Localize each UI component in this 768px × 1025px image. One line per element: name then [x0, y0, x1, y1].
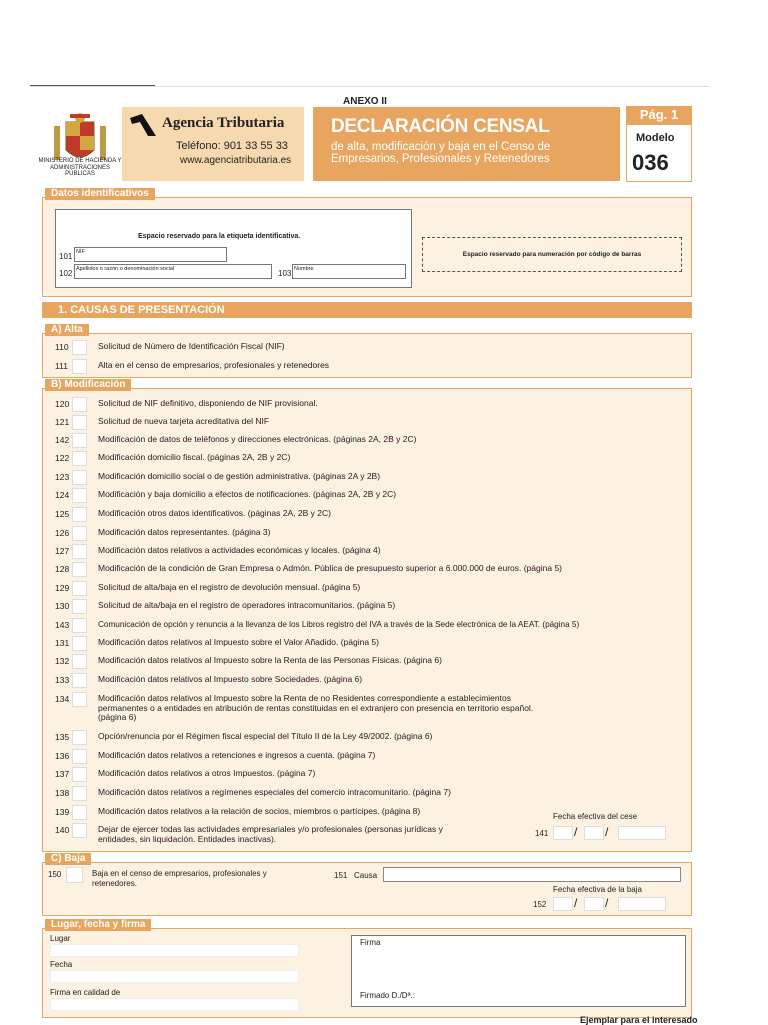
agency-phone: Teléfono: 901 33 55 33 [176, 140, 288, 152]
row-code: 132 [55, 656, 70, 666]
baja-text: Baja en el censo de empresarios, profesionales y retenedores. [92, 869, 267, 888]
name-field-label: Nombre [294, 266, 314, 272]
date-separator: / [605, 825, 609, 839]
checkbox-138[interactable] [72, 786, 87, 801]
row-code: 122 [55, 453, 70, 463]
field-101-number: 101 [59, 252, 73, 261]
row-code: 142 [55, 435, 70, 445]
checkbox-128[interactable] [72, 562, 87, 577]
row-text: Modificación datos relativos al Impuesto sobre Sociedades. (página 6) [98, 674, 363, 684]
row-code: 127 [55, 546, 70, 556]
page-number: Pág. 1 [626, 106, 692, 124]
row-text: Modificación datos representantes. (página 3) [98, 527, 271, 537]
checkbox-132[interactable] [72, 654, 87, 669]
date-separator: / [574, 825, 578, 839]
calidad-field[interactable] [50, 998, 299, 1011]
row-text: Modificación datos relativos a actividades económicas y locales. (página 4) [98, 545, 381, 555]
baja-tab: C) Baja [45, 853, 91, 865]
checkbox-137[interactable] [72, 767, 87, 782]
firma-label: Firma [360, 938, 381, 947]
checkbox-124[interactable] [72, 488, 87, 503]
row-code: 130 [55, 601, 70, 611]
row-code: 133 [55, 675, 70, 685]
row-code: 111 [55, 361, 68, 371]
row-text: Solicitud de nueva tarjeta acreditativa del NIF [98, 416, 270, 426]
anexo-label: ANEXO II [343, 96, 387, 107]
checkbox-126[interactable] [72, 526, 87, 541]
checkbox-131[interactable] [72, 636, 87, 651]
footer-copy-label: Ejemplar para el interesado [580, 1015, 698, 1025]
agency-web: www.agenciatributaria.es [180, 155, 292, 166]
date-separator: / [574, 896, 578, 910]
alta-tab: A) Alta [45, 324, 89, 336]
checkbox-135[interactable] [72, 730, 87, 745]
field-102-number: 102 [59, 269, 73, 278]
modelo-number: 036 [632, 150, 669, 175]
row-code: 120 [55, 399, 70, 409]
row-text: Modificación datos relativos al Impuesto sobre la Renta de las Personas Físicas. (página 6) [98, 655, 442, 665]
row-text: Solicitud de Número de Identificación Fiscal (NIF) [98, 341, 285, 351]
row-text: Modificación de datos de teléfonos y direcciones electrónicas. (páginas 2A, 2B y 2C) [98, 434, 417, 444]
row-text: Modificación domicilio social o de gestión administrativa. (páginas 2A y 2B) [98, 471, 381, 481]
row-text: Modificación datos relativos a retenciones e ingresos a cuenta. (página 7) [98, 750, 376, 760]
row-code: 139 [55, 807, 70, 817]
label-reserved-text: Espacio reservado para la etiqueta identificativa. [138, 233, 301, 240]
field-103-number: 103 [278, 269, 292, 278]
row-code: 123 [55, 472, 70, 482]
row-code: 136 [55, 751, 70, 761]
checkbox-111[interactable] [72, 359, 87, 374]
lugar-label: Lugar [50, 934, 71, 943]
row-text: Modificación datos relativos a regímenes especiales del comercio intracomunitario. (página 7) [98, 787, 451, 797]
checkbox-125[interactable] [72, 507, 87, 522]
row-code: 140 [55, 825, 70, 835]
row-code: 131 [55, 638, 70, 648]
row-code: 137 [55, 769, 70, 779]
checkbox-130[interactable] [72, 599, 87, 614]
firma-tab: Lugar, fecha y firma [45, 919, 151, 931]
surname-field-label: Apellidos o razón o denominación social [76, 266, 175, 272]
row-text: Alta en el censo de empresarios, profesionales y retenedores [98, 360, 330, 370]
form-title: DECLARACIÓN CENSAL [331, 116, 550, 137]
ministry-label: MINISTERIO DE HACIENDA Y ADMINISTRACIONES PÚBLICAS [38, 158, 122, 177]
nif-field[interactable] [74, 247, 227, 262]
checkbox-133[interactable] [72, 673, 87, 688]
agency-logo-icon [128, 112, 158, 138]
baja-code: 150 [48, 870, 62, 879]
cese-year-field[interactable] [618, 826, 666, 840]
row-text: Opción/renuncia por el Régimen fiscal especial del Título II de la Ley 49/2002. (página 6) [98, 731, 433, 741]
row-text: Modificación datos relativos a otros Impuestos. (página 7) [98, 768, 316, 778]
cese-date-label: Fecha efectiva del cese [553, 812, 638, 821]
section-1-title: 1. CAUSAS DE PRESENTACIÓN [42, 302, 692, 318]
row-code: 121 [55, 417, 70, 427]
row-text: Modificación datos relativos a la relación de socios, miembros o partícipes. (página 8) [98, 806, 421, 816]
barcode-area: Espacio reservado para numeración por código de barras [422, 237, 682, 272]
row-code: 125 [55, 509, 70, 519]
modelo-label: Modelo [636, 132, 675, 144]
row-text: Modificación otros datos identificativos. (páginas 2A, 2B y 2C) [98, 508, 331, 518]
baja-year-field[interactable] [618, 897, 666, 911]
causa-number: 151 [334, 871, 348, 880]
baja-day-field[interactable] [553, 897, 573, 911]
row-code: 126 [55, 528, 70, 538]
checkbox-120[interactable] [72, 397, 87, 412]
row-code: 128 [55, 564, 70, 574]
row-code: 110 [55, 342, 69, 352]
modificacion-tab: B) Modificación [45, 379, 131, 391]
fecha-field[interactable] [50, 970, 299, 983]
lugar-field[interactable] [50, 944, 299, 957]
row-text: Modificación datos relativos al Impuesto sobre la Renta de no Residentes correspondiente a establecimientos permanentes o a entidades en atribución de rentas constituidas en el extranjero con presencia en territorio español. (página 6) [98, 693, 534, 722]
fecha-label: Fecha [50, 960, 73, 969]
agency-name: Agencia Tributaria [162, 115, 285, 131]
row-code: 135 [55, 732, 70, 742]
page-edge [30, 86, 710, 87]
checkbox-134[interactable] [72, 692, 87, 707]
checkbox-142[interactable] [72, 433, 87, 448]
checkbox-110[interactable] [72, 340, 87, 355]
row-text: Modificación domicilio fiscal. (páginas 2A, 2B y 2C) [98, 452, 291, 462]
row-text: Modificación y baja domicilio a efectos de notificaciones. (páginas 2A, 2B y 2C) [98, 489, 397, 499]
checkbox-127[interactable] [72, 544, 87, 559]
checkbox-140[interactable] [72, 823, 87, 838]
row-text: Comunicación de opción y renuncia a la llevanza de los Libros registro del IVA a través de la Sede electrónica de la AEAT. (página 5) [98, 620, 580, 629]
checkbox-143[interactable] [72, 618, 87, 633]
calidad-label: Firma en calidad de [50, 988, 121, 997]
date-separator: / [605, 896, 609, 910]
surname-field[interactable] [74, 264, 272, 279]
cese-date-number: 141 [535, 829, 549, 838]
checkbox-136[interactable] [72, 749, 87, 764]
row-code: 129 [55, 583, 70, 593]
baja-month-field[interactable] [584, 897, 604, 911]
row-code: 138 [55, 788, 70, 798]
checkbox-129[interactable] [72, 581, 87, 596]
nif-field-label: NIF [76, 249, 85, 255]
row-text: Dejar de ejercer todas las actividades empresariales y/o profesionales (personas jurídicas y entidades, sin liquidación. Entidades inactivas). [98, 824, 443, 844]
row-text: Modificación de la condición de Gran Empresa o Admón. Pública de presupuesto superior a 6.000.000 de euros. (página 5) [98, 563, 563, 573]
row-code: 124 [55, 490, 70, 500]
cese-day-field[interactable] [553, 826, 573, 840]
form-subtitle: de alta, modificación y baja en el Censo de Empresarios, Profesionales y Retenedores [331, 141, 551, 165]
firmado-label: Firmado D./Dª.: [360, 991, 415, 1000]
checkbox-150[interactable] [66, 867, 83, 883]
checkbox-122[interactable] [72, 451, 87, 466]
checkbox-139[interactable] [72, 805, 87, 820]
checkbox-123[interactable] [72, 470, 87, 485]
datos-tab: Datos identificativos [45, 188, 155, 200]
causa-field[interactable] [383, 867, 681, 882]
row-text: Modificación datos relativos al Impuesto sobre el Valor Añadido. (página 5) [98, 637, 379, 647]
row-text: Solicitud de NIF definitivo, disponiendo de NIF provisional. [98, 398, 318, 408]
cese-month-field[interactable] [584, 826, 604, 840]
checkbox-121[interactable] [72, 415, 87, 430]
row-code: 134 [55, 694, 70, 704]
row-code: 143 [55, 620, 70, 630]
baja-date-label: Fecha efectiva de la baja [553, 885, 642, 894]
name-field[interactable] [292, 264, 406, 279]
row-text: Solicitud de alta/baja en el registro de devolución mensual. (página 5) [98, 582, 361, 592]
row-text: Solicitud de alta/baja en el registro de operadores intracomunitarios. (página 5) [98, 600, 396, 610]
alta-panel [42, 333, 692, 378]
causa-label: Causa [354, 871, 378, 880]
baja-date-number: 152 [533, 900, 547, 909]
